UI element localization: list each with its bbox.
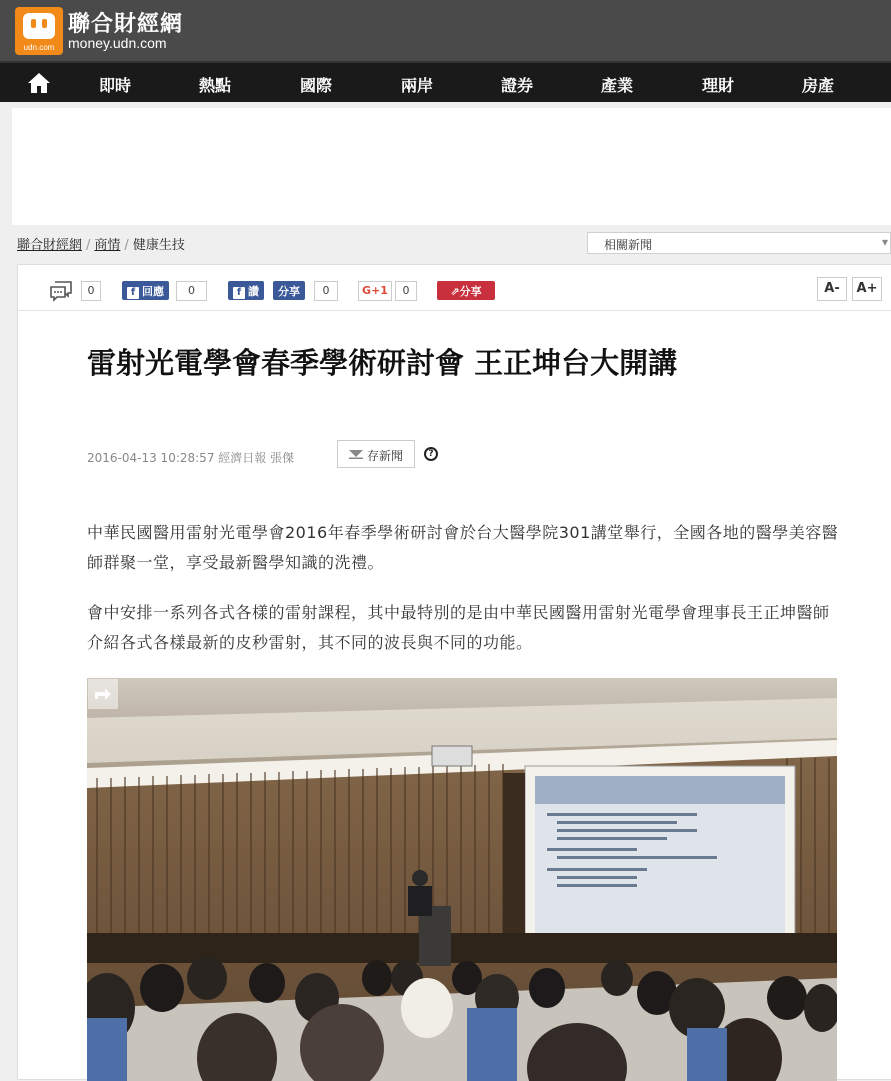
article-paragraph: 中華民國醫用雷射光電學會2016年春季學術研討會於台大醫學院301講堂舉行，全國各地的醫學美容醫師群聚一堂，享受最新醫學知識的洗禮。 <box>87 523 839 572</box>
fb-reply-label: 回應 <box>142 285 164 298</box>
lecture-hall-image <box>87 678 837 1081</box>
fb-like-label: 讚 <box>248 285 259 298</box>
logo-sub-text: udn.com <box>23 43 55 52</box>
nav-item-finance[interactable]: 理財 <box>702 76 735 95</box>
share-bar <box>18 265 891 311</box>
udn-logo[interactable] <box>15 7 63 55</box>
comment-icon[interactable] <box>49 280 73 302</box>
comment-count: 0 <box>81 281 101 301</box>
breadcrumb-home[interactable]: 聯合財經網 <box>17 238 83 253</box>
breadcrumb-health[interactable]: 健康生技 <box>132 238 185 253</box>
breadcrumb-business[interactable]: 商情 <box>94 238 121 253</box>
site-header <box>0 0 891 61</box>
fb-like-button[interactable] <box>228 281 264 300</box>
nav-item-cross-strait[interactable]: 兩岸 <box>401 76 434 95</box>
fb-reply-button[interactable] <box>122 281 169 300</box>
save-news-button[interactable] <box>337 440 415 468</box>
main-nav <box>0 61 891 102</box>
article-photo[interactable] <box>87 678 837 1081</box>
related-news-select[interactable] <box>587 232 891 254</box>
font-larger-button[interactable]: A+ <box>852 277 882 301</box>
nav-item-realestate[interactable]: 房產 <box>802 76 835 95</box>
ad-banner <box>12 108 891 225</box>
font-smaller-button[interactable]: A- <box>817 277 847 301</box>
facebook-icon: f <box>127 287 139 299</box>
site-name[interactable]: 聯合財經網 <box>68 12 184 37</box>
breadcrumb-separator: / <box>124 238 129 253</box>
article-title: 雷射光電學會春季學術研討會 王正坤台大開講 <box>87 346 678 380</box>
nav-item-international[interactable]: 國際 <box>300 76 333 95</box>
article-card <box>17 264 891 1080</box>
chevron-down-icon: ▾ <box>881 235 888 249</box>
share-arrow-icon: ⇗ <box>450 285 460 298</box>
site-url[interactable]: money.udn.com <box>68 35 167 51</box>
fb-share-button[interactable]: 分享 <box>273 281 305 300</box>
nav-item-instant[interactable]: 即時 <box>99 76 132 95</box>
related-news-label: 相關新聞 <box>604 238 653 252</box>
article-paragraph: 會中安排一系列各式各樣的雷射課程，其中最特別的是由中華民國醫用雷射光電學會理事長王正坤醫師介紹各式各樣最新的皮秒雷射，其不同的波長與不同的功能。 <box>87 603 830 652</box>
gplus-count: 0 <box>395 281 417 301</box>
gplus-button[interactable]: G+1 <box>358 281 392 301</box>
help-icon[interactable]: ? <box>424 447 438 461</box>
breadcrumb <box>17 234 185 253</box>
share-icon[interactable] <box>88 679 118 709</box>
share-label: 分享 <box>459 285 482 298</box>
breadcrumb-separator: / <box>86 238 91 253</box>
save-news-label: 存新聞 <box>367 449 404 463</box>
download-icon <box>349 449 363 459</box>
article-meta: 2016-04-13 10:28:57 經濟日報 張傑 <box>87 451 295 465</box>
reply-count: 0 <box>176 281 207 301</box>
nav-item-hot[interactable]: 熱點 <box>199 76 232 95</box>
nav-item-industry[interactable]: 產業 <box>601 76 634 95</box>
nav-item-stocks[interactable]: 證券 <box>501 76 534 95</box>
facebook-icon: f <box>233 287 245 299</box>
share-button[interactable] <box>437 281 495 300</box>
home-icon[interactable] <box>26 71 52 95</box>
logo-face-icon <box>23 13 55 39</box>
fb-share-count: 0 <box>314 281 338 301</box>
